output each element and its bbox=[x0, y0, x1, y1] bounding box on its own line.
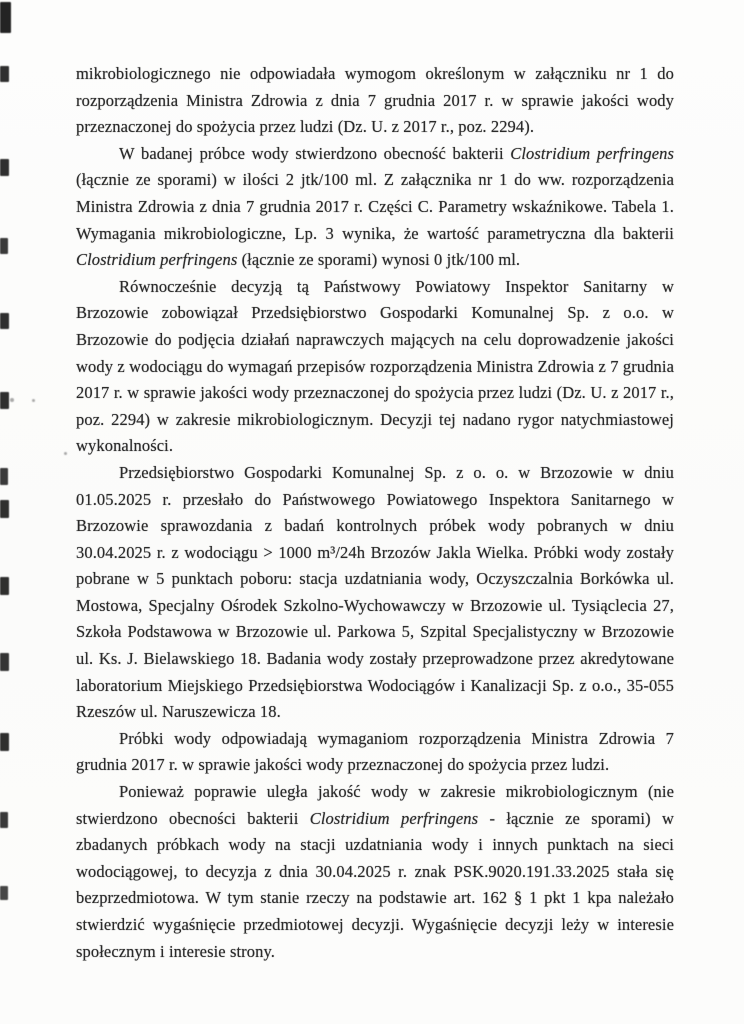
scan-edge-mark bbox=[0, 500, 9, 518]
paragraph bbox=[76, 141, 674, 274]
scan-edge-mark bbox=[0, 159, 9, 176]
scan-edge-mark bbox=[0, 812, 8, 828]
scan-speck bbox=[64, 452, 67, 455]
scan-edge-mark bbox=[0, 577, 9, 595]
text-run: mikrobiologicznego nie odpowiadała wymogom określonym w załączniku nr 1 do rozporządzenia Ministra Zdrowia z dnia 7 grudnia 2017 r. w sprawie jakości wody przeznaczonej do spożycia przez ludzi (Dz. U. z 2017 r., poz. 2294). bbox=[76, 64, 674, 137]
text-run: Ponieważ poprawie uległa jakość wody w zakresie mikrobiologicznym (nie stwierdzono obecności bakterii bbox=[76, 782, 674, 828]
scan-corner-mark bbox=[0, 2, 11, 33]
scan-edge-mark bbox=[0, 66, 9, 82]
scan-speck bbox=[32, 399, 35, 402]
text-run: - łącznie ze sporami) w zbadanych próbkach wody na stacji uzdatniania wody i innych punktach na sieci wodociągowej, to decyzja z dnia 30.04.2025 r. znak PSK.9020.191.33.2025 stała się bezprzedmiotowa. W tym stanie rzeczy na podstawie art. 162 § 1 pkt 1 kpa należało stwierdzić wygaśnięcie przedmiotowej decyzji. Wygaśnięcie decyzji leży w interesie społecznym i interesie strony. bbox=[76, 808, 675, 961]
scan-speck bbox=[10, 398, 14, 402]
paragraph bbox=[76, 779, 674, 965]
text-run: Przedsiębiorstwo Gospodarki Komunalnej Sp. z o. o. w Brzozowie w dniu 01.05.2025 r. przesłało do Państwowego Powiatowego Inspektora Sanitarnego w Brzozowie sprawozdania z badań kontrolnych próbek wody pobranych w dniu 30.04.2025 r. z wodociągu > 1000 m³/24h Brzozów Jakla Wielka. Próbki wody zostały pobrane w 5 punktach poboru: stacja uzdatniania wody, Oczyszczalnia Borkówka ul. Mostowa, Specjalny Ośrodek Szkolno-Wychowawczy w Brzozowie ul. Tysiąclecia 27, Szkoła Podstawowa w Brzozowie ul. Parkowa 5, Szpital Specjalistyczny w Brzozowie ul. Ks. J. Bielawskiego 18. Badania wody zostały przeprowadzone przez akredytowane laboratorium Miejskiego Przedsiębiorstwa Wodociągów i Kanalizacji Sp. z o.o., 35-055 Rzeszów ul. Naruszewicza 18. bbox=[76, 462, 674, 722]
text-run: W badanej próbce wody stwierdzono obecność bakterii bbox=[119, 143, 511, 163]
scan-edge-mark bbox=[0, 313, 9, 329]
scan-edge-mark bbox=[0, 653, 9, 671]
scan-edge-mark bbox=[0, 468, 8, 485]
scan-edge-mark bbox=[0, 886, 8, 900]
paragraph bbox=[76, 460, 674, 726]
document-text-block bbox=[76, 61, 674, 965]
paragraph bbox=[76, 726, 674, 779]
paragraph bbox=[76, 274, 674, 460]
text-run: (łącznie ze sporami) w ilości 2 jtk/100 ml. Z załącznika nr 1 do ww. rozporządzenia Ministra Zdrowia z dnia 7 grudnia 2017 r. Części C. Parametry wskaźnikowe. Tabela 1. Wymagania mikrobiologiczne, Lp. 3 wynika, że wartość parametryczna dla bakterii bbox=[76, 170, 674, 243]
paragraph bbox=[76, 61, 674, 141]
scan-edge-mark bbox=[0, 392, 9, 409]
text-run: Próbki wody odpowiadają wymaganiom rozporządzenia Ministra Zdrowia 7 grudnia 2017 r. w sprawie jakości wody przeznaczonej do spożycia przez ludzi. bbox=[76, 728, 674, 775]
italic-text-run: Clostridium perfringens bbox=[309, 808, 479, 828]
italic-text-run: Clostridium perfringens bbox=[510, 143, 674, 163]
scan-edge-mark bbox=[0, 238, 8, 254]
text-run: Równocześnie decyzją tą Państwowy Powiatowy Inspektor Sanitarny w Brzozowie zobowiązał Przedsiębiorstwo Gospodarki Komunalnej Sp. z o.o. w Brzozowie do podjęcia działań naprawczych mających na celu doprowadzenie jakości wody z wodociągu do wymagań przepisów rozporządzenia Ministra Zdrowia z 7 grudnia 2017 r. w sprawie jakości wody przeznaczonej do spożycia przez ludzi (Dz. U. z 2017 r., poz. 2294) w zakresie mikrobiologicznym. Decyzji tej nadano rygor natychmiastowej wykonalności. bbox=[76, 276, 674, 456]
text-run: (łącznie ze sporami) wynosi 0 jtk/100 ml. bbox=[237, 250, 521, 270]
scan-edge-mark bbox=[0, 733, 9, 751]
italic-text-run: Clostridium perfringens bbox=[76, 250, 238, 270]
